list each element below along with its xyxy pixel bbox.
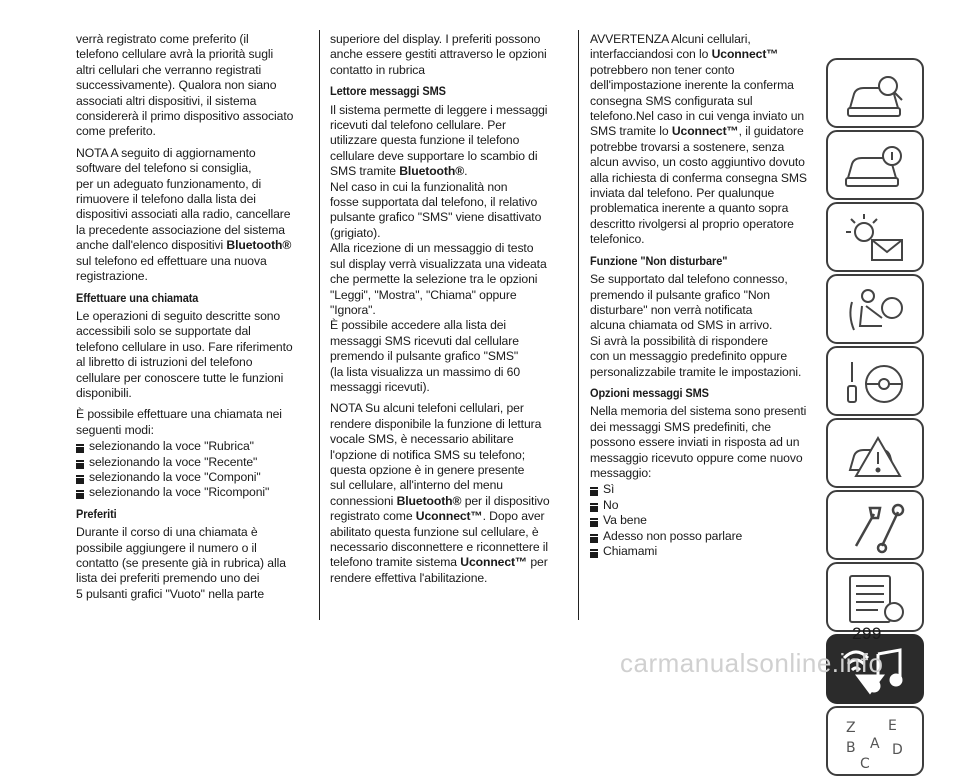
bullet-icon — [590, 516, 598, 525]
text-run: per rendere effettiva l'abilitazione. — [330, 555, 548, 585]
bold-term: Uconnect™ — [415, 509, 483, 524]
bullet-icon — [590, 532, 598, 541]
list-item-label: selezionando la voce "Componi" — [89, 469, 261, 484]
tab-driving[interactable] — [826, 346, 924, 416]
section-heading: Effettuare una chiamata — [76, 290, 199, 305]
list-item — [590, 482, 818, 497]
note-paragraph — [330, 401, 562, 586]
list-item-label: selezionando la voce "Ricomponi" — [89, 485, 270, 500]
tab-technical-data[interactable] — [826, 562, 924, 632]
index-letters-icon — [842, 714, 910, 772]
section-heading: Preferiti — [76, 506, 117, 521]
bullet-icon — [76, 458, 84, 467]
sms-options-list — [590, 482, 818, 559]
list-item-label: Sì — [603, 482, 615, 497]
text-run: . Dopo aver abilitato questa funzione sul cellulare, è necessario disconnettere e riconnettere il telefono tramite sistema — [330, 509, 549, 570]
watermark: carmanualsonline.info — [620, 648, 884, 678]
warning-paragraph — [590, 32, 818, 248]
section-heading: Lettore messaggi SMS — [330, 84, 446, 99]
paragraph: Se supportato dal telefono connesso, premendo il pulsante grafico "Non disturbare" non verrà notificata alcuna chiamata od SMS in arrivo. Si avrà la possibilità di rispondere con un messaggio predefinito oppure personalizzabile tramite le impostazioni. — [590, 272, 802, 379]
text-run: per il dispositivo registrato come — [330, 493, 550, 524]
bullet-icon — [590, 547, 598, 556]
list-item — [590, 544, 818, 559]
tab-emergency[interactable] — [826, 418, 924, 488]
list-item-label: selezionando la voce "Rubrica" — [89, 439, 254, 454]
bullet-icon — [590, 485, 598, 494]
airbag-seat-icon — [842, 282, 910, 340]
bold-term: Uconnect™ — [671, 124, 739, 139]
list-item — [590, 513, 818, 528]
list-item — [76, 439, 308, 454]
list-item — [590, 529, 818, 544]
tab-warning-lights[interactable] — [826, 202, 924, 272]
tab-dashboard[interactable] — [826, 58, 924, 128]
paragraph: È possibile effettuare una chiamata nei seguenti modi: — [76, 407, 282, 437]
tab-index[interactable] — [826, 706, 924, 776]
list-item — [76, 485, 308, 500]
paragraph: verrà registrato come preferito (il telefono cellulare avrà la priorità sugli altri cellulari che verranno registrati successivamente). Qualora non siano associati altri dispositivi, il sistema considererà il primo dispositivo associato come preferito. — [76, 32, 294, 139]
bold-term: Bluetooth® — [399, 164, 465, 179]
section-heading: Funzione "Non disturbare" — [590, 253, 728, 268]
list-item-label: No — [603, 497, 619, 512]
list-item — [590, 498, 818, 513]
bold-term: Bluetooth® — [226, 238, 292, 253]
paragraph — [330, 103, 562, 396]
paragraph: Durante il corso di una chiamata è possibile aggiungere il numero o il contatto (se presente già in rubrica) alla lista dei preferiti premendo uno dei 5 pulsanti grafici "Vuoto" nella parte — [76, 525, 286, 601]
list-item-label: selezionando la voce "Recente" — [89, 454, 258, 469]
column-divider — [319, 30, 320, 620]
list-item-label: Adesso non posso parlare — [603, 528, 743, 543]
index-letter: A — [870, 736, 880, 752]
text-run: NOTA A seguito di aggiornamento software del telefono si consiglia, per un adeguato funzionamento, di rimuovere il telefono dalla lista dei dispositivi associati alla radio, cancellare la precedente associazione del sistema anche dall'elenco dispositivi — [76, 145, 291, 253]
column-3 — [590, 32, 818, 565]
bold-term: Bluetooth® — [396, 493, 462, 508]
list-item — [76, 470, 308, 485]
text-run: . Nel caso in cui la funzionalità non fosse supportata dal telefono, il relativo pulsante grafico "SMS" viene disattivato (grigiato). Alla ricezione di un messaggio di testo sul display verrà visualizzata una videata che permette la selezione tra le opzioni "Leggi", "Mostra", "Chiama" oppure "Ignora". È possibile accedere alla lista dei messaggi SMS ricevuti dal cellulare premendo il pulsante grafico "SMS" (la lista visualizza un massimo di 60 messaggi ricevuti). — [330, 164, 547, 394]
paragraph: Nella memoria del sistema sono presenti dei messaggi SMS predefiniti, che possono essere inviati in risposta ad un messaggio ricevuto oppure come nuovo messaggio: — [590, 404, 807, 480]
text-run: , il guidatore potrebbe trovarsi a sostenere, senza alcun avviso, un costo aggiuntivo dovuto alla richiesta di conferma consegna SMS inviata dal telefono. Per qualunque problematica inerente a quanto sopra descritto rivolgersi al proprio operatore telefonico. — [590, 124, 807, 247]
index-letter: E — [888, 718, 897, 734]
page-number: 299 — [852, 624, 882, 643]
bullet-icon — [76, 442, 84, 451]
car-dashboard-icon — [842, 66, 910, 124]
text-run: AVVERTENZA Alcuni cellulari, interfacciandosi con lo — [590, 32, 751, 62]
tools-icon — [842, 498, 910, 556]
paragraph: Le operazioni di seguito descritte sono accessibili solo se supportate dal telefono cellulare in uso. Fare riferimento al libretto di istruzioni del telefono cellulare per conoscere tutte le funzioni disponibili. — [76, 308, 293, 400]
list-item-label: Va bene — [603, 513, 647, 528]
steering-wheel-icon — [842, 354, 910, 412]
index-letter: D — [892, 742, 903, 758]
text-run: potrebbero non tener conto dell'impostazione inerente la conferma consegna SMS configurata sul telefono.Nel caso in cui venga inviato un SMS tramite lo — [590, 62, 805, 139]
column-1 — [76, 32, 308, 608]
index-letter: Z — [846, 720, 856, 736]
bullet-icon — [590, 501, 598, 510]
warning-lights-icon — [842, 210, 910, 268]
index-letter: C — [860, 756, 870, 772]
list-item — [76, 455, 308, 470]
tab-safety[interactable] — [826, 274, 924, 344]
section-heading: Opzioni messaggi SMS — [590, 385, 709, 400]
text-run: NOTA Su alcuni telefoni cellulari, per rendere disponibile la funzione di lettura vocale SMS, è necessario abilitare l'opzione di notifica SMS su telefono; questa opzione è in genere presente sul cellulare, all'interno del menu connessioni — [330, 401, 542, 508]
list-item-label: Chiamami — [603, 544, 658, 558]
note-paragraph — [76, 146, 308, 285]
car-info-icon — [842, 138, 910, 196]
car-emergency-icon — [842, 426, 910, 484]
column-2 — [330, 32, 562, 592]
index-letter: B — [846, 740, 856, 756]
bullet-icon — [76, 473, 84, 482]
bullet-icon — [76, 488, 84, 497]
call-options-list — [76, 439, 308, 501]
bold-term: Uconnect™ — [711, 47, 779, 62]
tab-maintenance[interactable] — [826, 490, 924, 560]
specs-list-icon — [842, 570, 910, 628]
bold-term: Uconnect™ — [460, 555, 528, 570]
paragraph: superiore del display. I preferiti possono anche essere gestiti attraverso le opzioni contatto in rubrica — [330, 32, 547, 77]
text-run: Il sistema permette di leggere i messaggi ricevuti dal telefono cellulare. Per utilizzare questa funzione il telefono cellulare deve supportare lo scambio di SMS tramite — [330, 102, 548, 179]
tab-car-info[interactable] — [826, 130, 924, 200]
text-run: sul telefono ed effettuare una nuova registrazione. — [76, 253, 267, 284]
column-divider — [578, 30, 579, 620]
